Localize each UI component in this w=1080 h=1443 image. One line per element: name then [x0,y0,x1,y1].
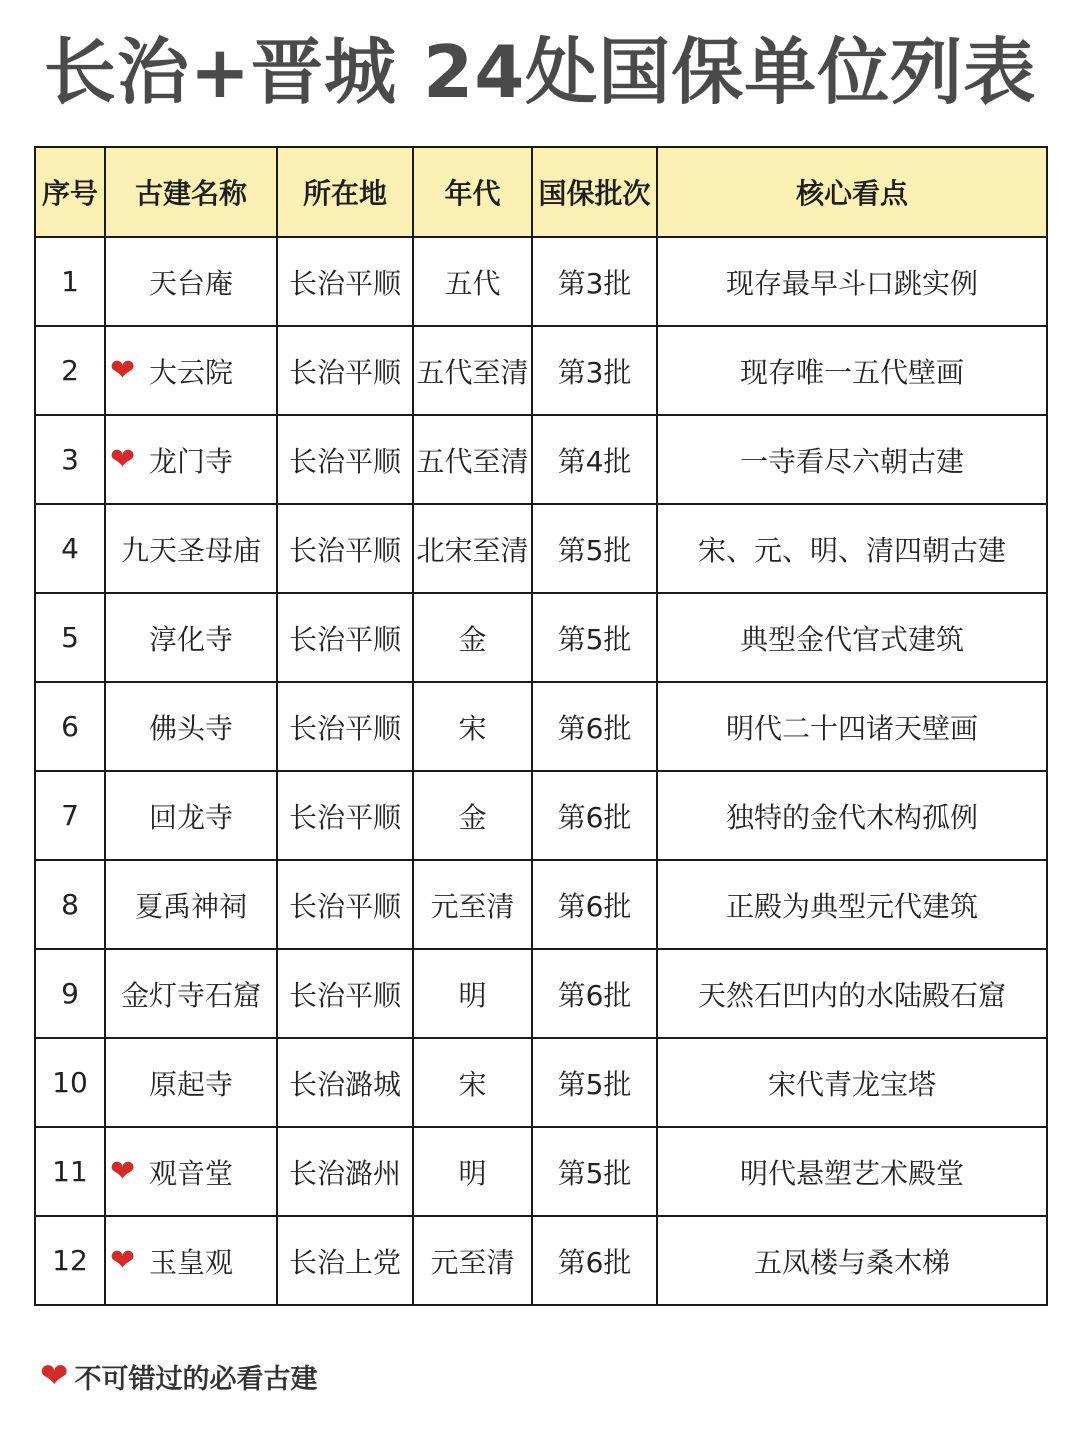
cell-location: 长治平顺 [277,682,413,771]
cell-era: 明 [413,1127,532,1216]
cell-era: 元至清 [413,1216,532,1305]
legend [40,1356,318,1396]
cell-era: 宋 [413,682,532,771]
cell-location: 长治平顺 [277,415,413,504]
cell-no: 8 [35,860,105,949]
cell-highlight: 明代二十四诸天壁画 [657,682,1047,771]
cell-name [105,949,277,1038]
cell-highlight: 宋、元、明、清四朝古建 [657,504,1047,593]
cell-no: 2 [35,326,105,415]
cell-name [105,1127,277,1216]
building-name: 九天圣母庙 [120,533,261,567]
page-title: 长治+晋城 24处国保单位列表 [43,30,1037,114]
heart-icon: ❤ [110,1242,136,1278]
cell-location: 长治潞城 [277,1038,413,1127]
building-name: 龙门寺 [148,444,233,478]
cell-batch: 第5批 [532,1127,657,1216]
cell-name [105,415,277,504]
cell-no: 6 [35,682,105,771]
cell-location: 长治平顺 [277,860,413,949]
heart-icon: ❤ [110,352,136,388]
cell-name [105,504,277,593]
cell-no: 10 [35,1038,105,1127]
table-row [35,682,1047,771]
cell-location: 长治上党 [277,1216,413,1305]
cell-batch: 第5批 [532,504,657,593]
cell-era: 五代至清 [413,326,532,415]
table-header-row [35,147,1047,237]
cell-era: 宋 [413,1038,532,1127]
header-location: 所在地 [277,147,413,237]
cell-location: 长治平顺 [277,237,413,326]
cell-name [105,1216,277,1305]
table-row [35,860,1047,949]
table-row [35,1127,1047,1216]
cell-no: 4 [35,504,105,593]
header-highlight: 核心看点 [657,147,1047,237]
cell-no: 5 [35,593,105,682]
cell-highlight: 五凤楼与桑木梯 [657,1216,1047,1305]
cell-batch: 第6批 [532,1216,657,1305]
cell-batch: 第4批 [532,415,657,504]
cell-no: 11 [35,1127,105,1216]
heart-icon: ❤ [110,1153,136,1189]
cell-name [105,860,277,949]
building-name: 佛头寺 [148,711,233,745]
table-row [35,415,1047,504]
table-row [35,771,1047,860]
cell-highlight: 独特的金代木构孤例 [657,771,1047,860]
building-name: 原起寺 [148,1067,233,1101]
building-name: 回龙寺 [148,800,233,834]
cell-name [105,237,277,326]
cell-batch: 第6批 [532,949,657,1038]
cell-location: 长治平顺 [277,593,413,682]
table-row [35,504,1047,593]
cell-era: 元至清 [413,860,532,949]
cell-highlight: 一寺看尽六朝古建 [657,415,1047,504]
cell-location: 长治平顺 [277,326,413,415]
cell-era: 五代至清 [413,415,532,504]
cell-no: 12 [35,1216,105,1305]
cell-no: 7 [35,771,105,860]
cell-no: 9 [35,949,105,1038]
header-batch: 国保批次 [532,147,657,237]
cell-location: 长治潞州 [277,1127,413,1216]
cell-era: 金 [413,593,532,682]
cell-name [105,682,277,771]
header-name: 古建名称 [105,147,277,237]
building-name: 淳化寺 [148,622,233,656]
building-name: 金灯寺石窟 [120,978,261,1012]
cell-highlight: 天然石凹内的水陆殿石窟 [657,949,1047,1038]
cell-era: 明 [413,949,532,1038]
table-row [35,1216,1047,1305]
table-row [35,949,1047,1038]
heart-icon: ❤ [40,1356,69,1396]
table-row [35,1038,1047,1127]
cell-batch: 第6批 [532,771,657,860]
cell-era: 五代 [413,237,532,326]
cell-batch: 第3批 [532,326,657,415]
cell-highlight: 现存唯一五代壁画 [657,326,1047,415]
cell-name [105,326,277,415]
table-row [35,326,1047,415]
cell-highlight: 宋代青龙宝塔 [657,1038,1047,1127]
building-name: 大云院 [148,355,233,389]
cell-era: 金 [413,771,532,860]
cell-location: 长治平顺 [277,771,413,860]
cell-no: 1 [35,237,105,326]
table-row [35,237,1047,326]
header-era: 年代 [413,147,532,237]
cell-highlight: 正殿为典型元代建筑 [657,860,1047,949]
cell-location: 长治平顺 [277,504,413,593]
cell-batch: 第5批 [532,1038,657,1127]
cell-name [105,1038,277,1127]
building-name: 夏禹神祠 [134,889,247,923]
cell-highlight: 现存最早斗口跳实例 [657,237,1047,326]
legend-label: 不可错过的必看古建 [74,1363,318,1395]
cell-no: 3 [35,415,105,504]
cell-batch: 第3批 [532,237,657,326]
building-name: 天台庵 [148,266,233,300]
table-body [35,237,1047,1305]
heritage-table [34,146,1048,1306]
cell-batch: 第6批 [532,860,657,949]
cell-batch: 第6批 [532,682,657,771]
cell-era: 北宋至清 [413,504,532,593]
cell-highlight: 典型金代官式建筑 [657,593,1047,682]
cell-name [105,593,277,682]
table-row [35,593,1047,682]
cell-name [105,771,277,860]
header-no: 序号 [35,147,105,237]
cell-highlight: 明代悬塑艺术殿堂 [657,1127,1047,1216]
building-name: 玉皇观 [148,1245,233,1279]
building-name: 观音堂 [148,1156,233,1190]
heart-icon: ❤ [110,441,136,477]
cell-location: 长治平顺 [277,949,413,1038]
cell-batch: 第5批 [532,593,657,682]
